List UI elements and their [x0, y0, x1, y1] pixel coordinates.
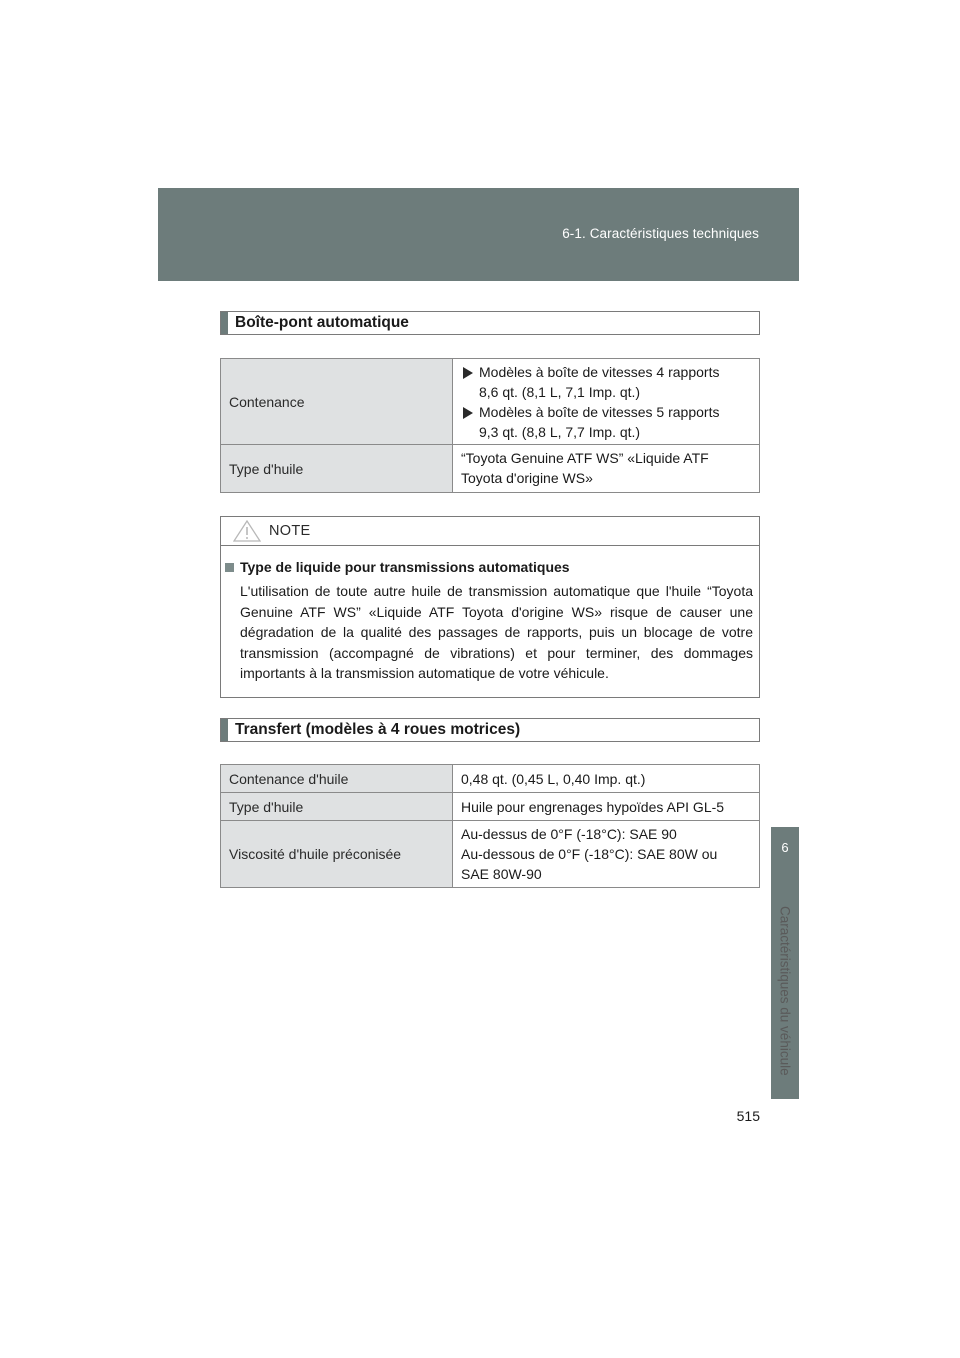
value-line: “Toyota Genuine ATF WS” «Liquide ATF — [461, 450, 709, 466]
triangle-bullet-icon — [463, 367, 473, 379]
row-label: Contenance — [221, 359, 453, 445]
note-subtitle — [225, 559, 570, 575]
value-line: Au-dessous de 0°F (-18°C): SAE 80W ou — [461, 846, 718, 862]
row-label: Contenance d'huile — [221, 765, 453, 793]
value-line: Toyota d'origine WS» — [461, 470, 593, 486]
value-line: 0,48 qt. (0,45 L, 0,40 Imp. qt.) — [461, 770, 646, 787]
row-label: Type d'huile — [221, 793, 453, 821]
row-value — [453, 359, 760, 445]
row-value — [453, 793, 760, 821]
table-row — [221, 445, 760, 493]
table-row — [221, 359, 760, 445]
section-heading-automatic-transaxle — [220, 311, 760, 335]
section-header: 6-1. Caractéristiques techniques — [562, 226, 759, 241]
row-value — [453, 445, 760, 493]
section-title: Boîte-pont automatique — [235, 314, 409, 331]
page-number: 515 — [736, 1108, 760, 1124]
row-label: Viscosité d'huile préconisée — [221, 821, 453, 888]
note-header — [221, 517, 759, 546]
square-bullet-icon — [225, 563, 234, 572]
warning-triangle-icon — [233, 520, 261, 542]
section-heading-transfer — [220, 718, 760, 742]
header-band — [158, 188, 799, 281]
row-value — [453, 821, 760, 888]
note-subtitle-text: Type de liquide pour transmissions automatiques — [240, 559, 570, 575]
option-capacity: 9,3 qt. (8,8 L, 7,7 Imp. qt.) — [479, 423, 641, 440]
table-row — [221, 821, 760, 888]
note-box — [220, 516, 760, 698]
value-line: Au-dessus de 0°F (-18°C): SAE 90 — [461, 826, 677, 842]
section-title: Transfert (modèles à 4 roues motrices) — [235, 721, 521, 738]
value-line: Huile pour engrenages hypoïdes API GL-5 — [461, 798, 725, 815]
option-capacity: 8,6 qt. (8,1 L, 7,1 Imp. qt.) — [479, 383, 641, 400]
automatic-transaxle-table — [220, 358, 760, 493]
row-label: Type d'huile — [221, 445, 453, 493]
chapter-title: Caractéristiques du véhicule — [777, 906, 793, 1076]
value-line: SAE 80W-90 — [461, 866, 542, 882]
heading-accent-bar — [221, 312, 228, 334]
table-row — [221, 793, 760, 821]
option-model: Modèles à boîte de vitesses 5 rapports — [479, 403, 720, 420]
triangle-bullet-icon — [463, 407, 473, 419]
chapter-number: 6 — [781, 840, 789, 855]
transfer-table — [220, 764, 760, 888]
table-row — [221, 765, 760, 793]
row-value — [453, 765, 760, 793]
note-body: L'utilisation de toute autre huile de transmission automatique que l'huile “Toyota Genuine ATF WS” «Liquide ATF Toyota d'origine WS» risque de causer une dégradation de la qualité des passages de rapports, puis un blocage de votre transmission (accompagné de vibrations) et pour terminer, des dommages importants à la transmission automatique de votre véhicule. — [240, 583, 753, 681]
list-item — [461, 402, 751, 422]
option-model: Modèles à boîte de vitesses 4 rapports — [479, 363, 720, 380]
heading-accent-bar — [221, 719, 228, 741]
note-title: NOTE — [269, 523, 311, 539]
list-item — [461, 362, 751, 382]
